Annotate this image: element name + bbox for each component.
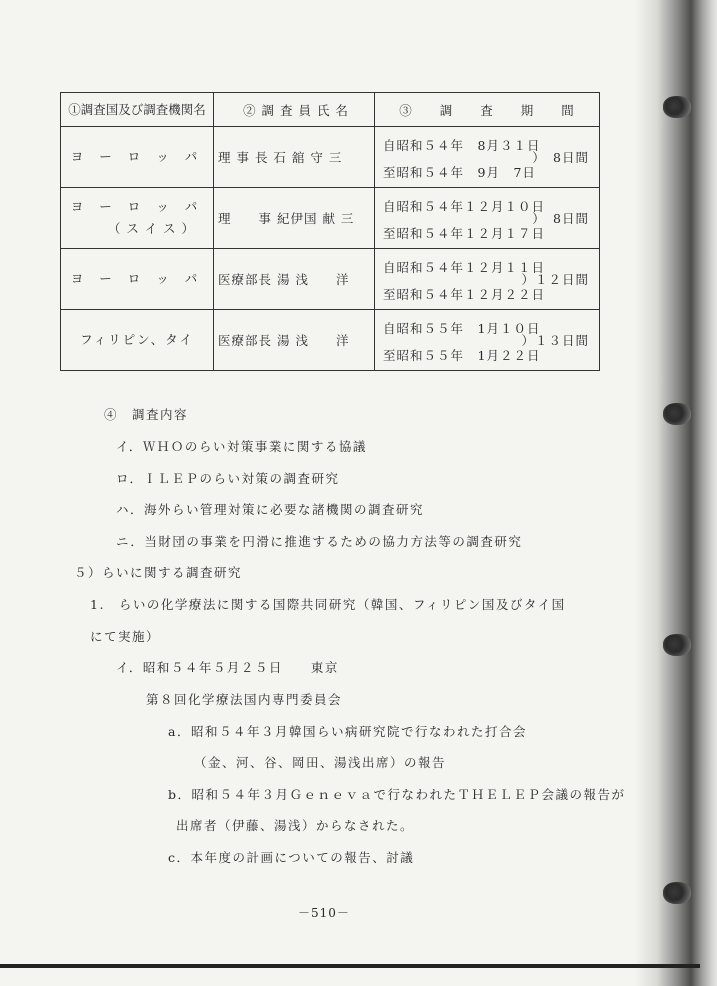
list-item: b．昭和５４年３月Ｇｅｎｅｖａで行なわれたＴＨＥＬＥＰ会議の報告が: [168, 787, 626, 802]
period-to: 至昭和５４年１２月１７日: [383, 226, 546, 241]
table-header-row: [61, 93, 600, 127]
cell-member: 理 事 長 石 舘 守 三: [214, 127, 375, 188]
country-text: フィリピン、タイ: [80, 332, 194, 347]
paragraph-line: 1. らいの化学療法に関する国際共同研究（韓国、フィリピン国及びタイ国: [90, 597, 566, 612]
binder-ring: [663, 403, 691, 425]
paragraph-line: （金、河、谷、岡田、湯浅出席）の報告: [194, 755, 447, 770]
list-item: c．本年度の計画についての報告、討議: [168, 850, 415, 865]
list-item: a．昭和５４年３月韓国らい病研究院で行なわれた打合会: [168, 724, 527, 739]
period-from: 自昭和５４年１２月１１日: [383, 260, 546, 275]
country-text: ヨ ー ロ ッ パ: [70, 271, 204, 286]
paragraph-line: にて実施）: [90, 629, 161, 644]
table-row: [61, 249, 600, 310]
header-country: ①調査国及び調査機関名: [61, 93, 214, 127]
country-text: ヨ ー ロ ッ パ: [70, 149, 204, 164]
period-from: 自昭和５５年 1月１０日: [383, 321, 541, 336]
cell-period: [375, 310, 600, 371]
cell-country: [61, 188, 214, 249]
binder-ring: [663, 634, 691, 656]
bottom-rule: [0, 964, 700, 968]
period-to: 至昭和５５年 1月２２日: [383, 348, 541, 363]
list-item: イ．昭和５４年５月２５日 東京: [116, 660, 339, 675]
period-days: ） 8日間: [532, 211, 589, 226]
period-from: 自昭和５４年 8月３１日: [383, 138, 541, 153]
page-number: －510－: [298, 906, 350, 920]
table-row: [61, 310, 600, 371]
cell-country: [61, 127, 214, 188]
survey-table: [60, 92, 600, 371]
cell-member: 医療部長 湯 浅 洋: [214, 249, 375, 310]
cell-country: [61, 249, 214, 310]
cell-country: [61, 310, 214, 371]
section-heading-survey-contents: ④ 調査内容: [104, 407, 189, 422]
cell-period: [375, 127, 600, 188]
list-item: ハ．海外らい管理対策に必要な諸機関の調査研究: [116, 502, 425, 517]
binder-ring: [663, 882, 691, 904]
country-subtext: （スイス）: [107, 221, 201, 236]
period-to: 至昭和５４年 9月 7日: [383, 165, 536, 180]
period-days: ）１２日間: [521, 272, 589, 287]
cell-period: [375, 249, 600, 310]
list-item: ロ．ＩＬＥＰのらい対策の調査研究: [116, 471, 340, 486]
header-period: ③ 調 査 期 間: [375, 93, 600, 127]
table-row: [61, 127, 600, 188]
country-text: ヨ ー ロ ッ パ: [70, 199, 204, 214]
table-row: [61, 188, 600, 249]
cell-member: 医療部長 湯 浅 洋: [214, 310, 375, 371]
period-to: 至昭和５４年１２月２２日: [383, 287, 546, 302]
paragraph-line: 出席者（伊藤、湯浅）からなされた。: [176, 818, 415, 833]
period-days: ）１３日間: [521, 333, 589, 348]
section-heading-leprosy-research: ５）らいに関する調査研究: [74, 565, 243, 580]
cell-member: 理 事 紀伊国 献 三: [214, 188, 375, 249]
cell-period: [375, 188, 600, 249]
list-item: ニ．当財団の事業を円滑に推進するための協力方法等の調査研究: [116, 534, 523, 549]
binder-edge: [635, 0, 717, 986]
period-days: ） 8日間: [532, 150, 589, 165]
paragraph-line: 第８回化学療法国内専門委員会: [146, 692, 343, 707]
list-item: イ．ＷＨＯのらい対策事業に関する協議: [116, 439, 367, 454]
binder-ring: [663, 96, 691, 118]
header-member: ② 調 査 員 氏 名: [214, 93, 375, 127]
period-from: 自昭和５４年１２月１０日: [383, 199, 546, 214]
